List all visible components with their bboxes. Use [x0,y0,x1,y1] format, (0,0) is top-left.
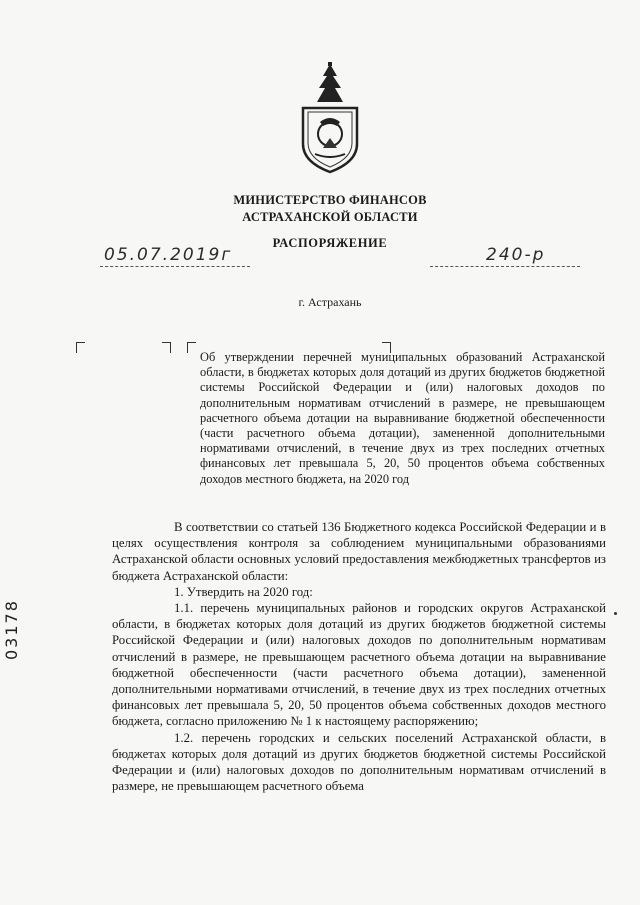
decree-title: Об утверждении перечней муниципальных образований Астраханской области, в бюджетах которых доля дотаций из других бюджетов бюджетной системы Российской Федерации и (или) налоговых доходов по дополнительным нормативам отчислений в размере, не превышающем расчетного объема дотации на выравнивание бюджетной обеспеченности (части расчетного объема дотации), замененной дополнительными нормативами отчислений, в течение двух из трех последних отчетных финансовых лет превышала 5, 20, 50 процентов объема собственных доходов местного бюджета, на 2020 год [200,350,605,486]
registration-stamp: 03178 [2,599,21,660]
item-1-2: 1.2. перечень городских и сельских поселений Астраханской области, в бюджетах которых доля дотаций из других бюджетов бюджетной системы Российской Федерации и (или) налоговых доходов по дополнительным нормативам отчислений в размере, не превышающем расчетного объема [112,730,606,794]
handwritten-date: 05.07.2019г [104,245,233,265]
coat-of-arms-emblem [291,62,369,174]
title-bracket-tl2 [187,342,196,353]
ministry-line-2: АСТРАХАНСКОЙ ОБЛАСТИ [242,210,418,224]
number-underline [430,266,580,267]
title-bracket-tr1 [162,342,171,353]
handwritten-number: 240-р [486,245,546,265]
decree-body [112,519,606,794]
city-line: г. Астрахань [298,295,362,309]
item-1: 1. Утвердить на 2020 год: [174,584,313,599]
date-underline [100,266,250,267]
preamble-paragraph: В соответствии со статьей 136 Бюджетного кодекса Российской Федерации и в целях осуществления контроля за соблюдением муниципальными образованиями Астраханской области основных условий предоставления межбюджетных трансфертов из бюджета Астраханской области: [112,520,606,583]
document-type: РАСПОРЯЖЕНИЕ [272,236,388,250]
item-1-1: 1.1. перечень муниципальных районов и городских округов Астраханской области, в бюджетах которых доля дотаций из других бюджетов бюджетной системы Российской Федерации и (или) налоговых доходов по дополнительным нормативам отчислений в размере, не превышающем расчетного объема дотации на выравнивание бюджетной обеспеченности (части расчетного объема дотации), замененной дополнительными нормативами отчислений, в течение двух из трех последних отчетных финансовых лет превышала 5, 20, 50 процентов объема собственных доходов местного бюджета, согласно приложению № 1 к настоящему распоряжению; [112,601,606,729]
ministry-line-1: МИНИСТЕРСТВО ФИНАНСОВ [233,193,427,207]
ministry-heading [170,192,490,226]
title-bracket-tl [76,342,85,353]
scan-speck [614,612,617,615]
